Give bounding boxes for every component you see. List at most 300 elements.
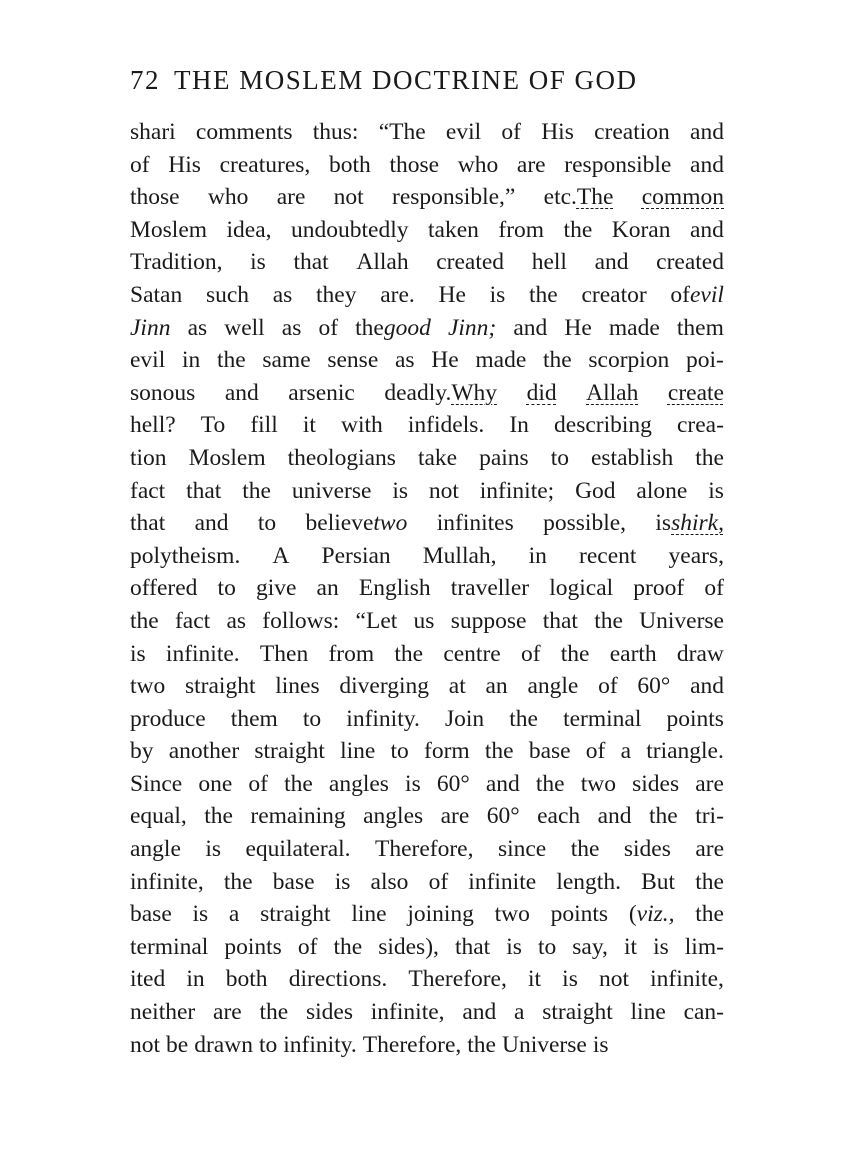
word <box>130 246 223 279</box>
word <box>359 572 431 605</box>
word <box>598 800 632 833</box>
text-run: and <box>194 510 229 537</box>
text-run: terminal <box>563 705 642 732</box>
word <box>356 605 398 638</box>
word <box>610 638 657 671</box>
text-run: is <box>653 933 669 960</box>
word <box>272 540 289 573</box>
text-run: the <box>695 901 724 928</box>
word <box>669 540 724 573</box>
word <box>551 898 608 931</box>
text-line <box>130 833 724 866</box>
word <box>260 898 331 931</box>
word <box>636 475 687 508</box>
text-run: as <box>394 347 415 374</box>
word <box>544 181 614 214</box>
text-run: recent <box>579 542 637 569</box>
running-title: THE MOSLEM DOCTRINE OF GOD <box>174 65 638 95</box>
word <box>189 442 266 475</box>
text-run: a <box>514 999 525 1026</box>
text-run: “Let <box>355 607 398 634</box>
text-run: at <box>448 673 466 700</box>
word <box>227 214 272 247</box>
text-run: the <box>484 738 514 765</box>
italic-text: good <box>383 314 431 341</box>
word <box>637 670 670 703</box>
text-run: form <box>424 738 470 765</box>
word <box>260 638 308 671</box>
word <box>439 279 466 312</box>
text-run: of <box>318 314 339 341</box>
word <box>166 638 240 671</box>
word <box>273 279 293 312</box>
word <box>205 833 221 866</box>
text-run: angles <box>363 803 424 830</box>
text-run: are <box>276 184 306 211</box>
word <box>708 475 724 508</box>
word <box>229 898 239 931</box>
text-run: the <box>570 836 600 863</box>
word <box>130 605 159 638</box>
word <box>193 898 209 931</box>
text-run: line <box>630 999 666 1026</box>
text-run: and <box>224 379 259 406</box>
text-run: poi- <box>686 347 724 374</box>
text-run: of <box>520 640 541 667</box>
word <box>633 572 684 605</box>
word <box>695 442 724 475</box>
word <box>690 149 724 182</box>
text-run: two <box>494 901 530 928</box>
word <box>384 377 497 410</box>
word <box>291 214 409 247</box>
text-run: is <box>392 477 408 504</box>
text-run: to <box>550 444 569 471</box>
word <box>186 475 221 508</box>
word <box>292 475 372 508</box>
word <box>445 703 484 736</box>
word <box>668 377 724 410</box>
word <box>282 312 302 345</box>
text-run: sides <box>632 770 680 797</box>
word <box>561 638 590 671</box>
word <box>254 735 325 768</box>
word <box>185 670 256 703</box>
word <box>322 540 391 573</box>
text-run: infinite, <box>130 868 204 895</box>
word <box>451 605 527 638</box>
word <box>458 149 498 182</box>
word <box>624 833 671 866</box>
text-run: such <box>205 281 250 308</box>
text-run: not <box>428 477 459 504</box>
word <box>242 475 271 508</box>
text-run: traveller <box>450 575 530 602</box>
word <box>130 312 170 345</box>
text-run: created <box>656 249 724 276</box>
word <box>248 768 268 801</box>
text-run: it <box>527 966 542 993</box>
text-run: the <box>259 999 289 1026</box>
text-run: and <box>689 216 724 243</box>
text-run: two <box>130 673 166 700</box>
word <box>704 572 724 605</box>
text-run: the <box>649 803 678 830</box>
word <box>339 670 429 703</box>
word <box>509 703 538 736</box>
word <box>446 116 481 149</box>
word <box>451 572 529 605</box>
word <box>649 800 678 833</box>
text-run: English <box>358 575 431 602</box>
text-run: is <box>489 281 506 308</box>
word <box>588 344 669 377</box>
word <box>380 279 415 312</box>
word <box>581 279 646 312</box>
text-run: of <box>297 933 318 960</box>
text-run: straight <box>254 738 325 765</box>
text-line <box>130 246 724 279</box>
text-run: and <box>485 770 520 797</box>
text-run: in <box>528 542 547 569</box>
text-run: crea- <box>677 412 724 439</box>
word <box>258 507 276 540</box>
word <box>408 963 507 996</box>
word <box>595 246 629 279</box>
word <box>130 703 206 736</box>
word <box>130 149 150 182</box>
text-run: made <box>608 314 660 341</box>
text-run: hell <box>531 249 567 276</box>
italic-text: two <box>373 510 408 537</box>
text-run: infidels. <box>407 412 485 439</box>
text-run: creatures, <box>219 151 311 178</box>
text-run: are <box>516 151 546 178</box>
word <box>423 540 497 573</box>
text-run: a <box>620 738 632 765</box>
italic-text: viz., <box>636 901 675 928</box>
text-run: theologians <box>287 444 396 471</box>
word <box>130 116 176 149</box>
text-run: are <box>695 770 724 797</box>
text-run: is <box>708 477 724 504</box>
word <box>130 214 207 247</box>
text-run: of <box>428 868 449 895</box>
word <box>621 735 631 768</box>
text-run: “The <box>378 119 426 145</box>
text-run: Therefore, <box>362 1031 462 1058</box>
text-run: they <box>316 281 357 308</box>
text-run: of <box>501 119 521 145</box>
word <box>288 442 396 475</box>
text-run: not <box>130 1031 161 1058</box>
word <box>224 312 264 345</box>
word <box>468 866 536 899</box>
text-run: a <box>228 901 240 928</box>
text-run: produce <box>130 705 206 732</box>
text-run: idea, <box>226 216 272 243</box>
text-run: terminal <box>130 933 209 960</box>
italic-text: Jinn; <box>447 314 497 341</box>
word <box>536 768 565 801</box>
text-run: of <box>598 673 618 700</box>
word <box>130 996 195 1029</box>
text-run: suppose <box>450 607 527 634</box>
text-run: offered <box>130 575 198 602</box>
word <box>334 181 364 214</box>
text-run: that <box>130 510 166 537</box>
text-run: as <box>272 281 293 308</box>
text-run: the <box>535 770 565 797</box>
text-run: infinite, <box>650 966 724 993</box>
word <box>653 931 669 964</box>
word <box>686 344 724 377</box>
text-run: His <box>168 151 201 178</box>
word <box>130 540 240 573</box>
text-run: that <box>186 477 222 504</box>
text-line <box>130 442 724 475</box>
text-run: sides <box>623 836 671 863</box>
word <box>335 866 351 899</box>
word <box>250 409 277 442</box>
text-run: Since <box>130 770 183 797</box>
word <box>262 344 310 377</box>
word <box>612 214 671 247</box>
word <box>541 116 574 149</box>
text-run: by <box>130 738 154 765</box>
word <box>448 312 496 345</box>
word <box>407 898 474 931</box>
word <box>563 703 641 736</box>
word <box>490 279 506 312</box>
text-run: infinite. <box>165 640 240 667</box>
text-run: fact <box>174 607 211 634</box>
word <box>306 996 353 1029</box>
word <box>250 800 345 833</box>
word <box>224 931 281 964</box>
word <box>437 507 514 540</box>
text-run: Then <box>259 640 309 667</box>
word <box>306 507 408 540</box>
text-run: give <box>255 575 297 602</box>
word <box>695 866 724 899</box>
text-run: is <box>192 901 209 928</box>
text-run: the <box>204 803 233 830</box>
text-run: pains <box>479 444 529 471</box>
text-run: remaining <box>250 803 346 830</box>
text-run: infinite; <box>479 477 555 504</box>
word <box>218 572 236 605</box>
word <box>487 800 520 833</box>
word <box>260 996 289 1029</box>
text-run: infinite, <box>370 999 445 1026</box>
word <box>341 409 383 442</box>
text-run: as <box>187 314 208 341</box>
word <box>575 475 615 508</box>
word <box>130 1029 160 1062</box>
word <box>130 475 165 508</box>
word <box>593 1029 609 1062</box>
text-run: diverging <box>339 673 430 700</box>
word <box>532 246 567 279</box>
word <box>624 931 637 964</box>
text-run: shari <box>130 119 176 145</box>
word <box>392 181 515 214</box>
word <box>130 409 176 442</box>
word <box>130 866 204 899</box>
text-run: In <box>509 412 529 439</box>
text-run: same <box>262 347 311 374</box>
text-run: follows: <box>262 607 340 634</box>
text-run: are <box>213 999 242 1026</box>
text-run: His <box>541 119 574 145</box>
word <box>543 344 572 377</box>
word <box>594 116 670 149</box>
word <box>554 409 652 442</box>
word <box>392 475 408 508</box>
word <box>288 377 355 410</box>
word <box>231 703 278 736</box>
italic-text: Jinn <box>130 314 171 341</box>
word <box>431 344 458 377</box>
text-run: triangle. <box>646 738 724 765</box>
word <box>378 931 439 964</box>
text-line <box>130 572 724 605</box>
text-run: line <box>351 901 387 928</box>
text-run: not <box>333 184 364 211</box>
word <box>130 898 172 931</box>
word <box>130 181 180 214</box>
text-run: in <box>181 347 201 374</box>
text-run: establish <box>590 444 674 471</box>
text-run: fill <box>250 412 278 439</box>
word <box>695 768 724 801</box>
word <box>551 442 569 475</box>
word <box>277 181 306 214</box>
text-run: an <box>485 673 508 700</box>
word <box>328 638 374 671</box>
text-run: that <box>454 933 491 960</box>
text-run: can- <box>683 999 724 1026</box>
word <box>284 768 313 801</box>
text-run: is <box>506 933 522 960</box>
text-run: and <box>462 999 497 1026</box>
word <box>609 312 660 345</box>
word <box>629 898 675 931</box>
text-run: angle <box>527 673 579 700</box>
word <box>329 149 371 182</box>
word <box>513 312 547 345</box>
word <box>333 931 362 964</box>
text-line <box>130 475 724 508</box>
text-run: Tradition, <box>130 249 223 276</box>
word <box>201 409 225 442</box>
word <box>130 377 195 410</box>
word <box>316 279 356 312</box>
text-run: responsible,” <box>392 184 516 211</box>
text-run: points <box>666 705 724 732</box>
word <box>429 475 459 508</box>
text-line <box>130 996 724 1029</box>
text-run: the <box>216 347 246 374</box>
word <box>695 800 724 833</box>
word <box>303 409 316 442</box>
text-line <box>130 149 724 182</box>
text-run: centre <box>443 640 501 667</box>
text-line <box>130 181 724 214</box>
text-run: angles <box>328 770 389 797</box>
text-line <box>130 768 724 801</box>
text-run: earth <box>609 640 657 667</box>
text-run: length. <box>556 868 621 895</box>
text-run: the <box>560 640 590 667</box>
word <box>188 312 208 345</box>
text-line <box>130 931 724 964</box>
text-run: of <box>130 151 150 178</box>
text-run: the <box>529 281 558 308</box>
book-page <box>130 62 724 1061</box>
text-run: the <box>394 640 424 667</box>
text-run: and <box>690 119 724 145</box>
text-run: universe <box>291 477 372 504</box>
word <box>690 116 724 149</box>
word <box>502 1029 587 1062</box>
text-run: He <box>564 314 592 341</box>
text-run: 60° <box>637 673 671 700</box>
word <box>646 735 724 768</box>
text-run: to <box>217 575 236 602</box>
text-run: lim- <box>684 933 724 960</box>
text-run: sides), <box>378 933 439 960</box>
text-line <box>130 963 724 996</box>
text-run: who <box>457 151 499 178</box>
text-line <box>130 507 724 540</box>
text-run: drawn <box>194 1031 253 1058</box>
text-run: evil <box>130 347 166 374</box>
word <box>655 507 724 540</box>
text-line <box>130 312 724 345</box>
word <box>195 507 229 540</box>
text-run: of <box>670 281 690 308</box>
text-run: is <box>250 249 266 276</box>
word <box>204 800 233 833</box>
text-run: infinity. <box>283 1031 357 1058</box>
word <box>537 800 580 833</box>
word <box>130 572 197 605</box>
word <box>395 344 415 377</box>
word <box>509 409 529 442</box>
text-run: Moslem <box>188 444 266 471</box>
word <box>220 149 311 182</box>
word <box>186 963 204 996</box>
word <box>356 246 408 279</box>
text-run: ited <box>130 966 166 993</box>
text-run: and <box>690 673 724 700</box>
word <box>599 963 629 996</box>
word <box>486 768 520 801</box>
text-run: to <box>257 510 277 537</box>
italic-text: evil <box>690 281 724 308</box>
text-run: from <box>498 216 545 243</box>
text-run: say, <box>572 933 608 960</box>
word <box>327 344 378 377</box>
word <box>169 735 239 768</box>
text-run: directions. <box>288 966 388 993</box>
word <box>670 279 724 312</box>
text-run: the <box>284 770 313 797</box>
text-run: Universe <box>639 607 724 634</box>
word <box>455 931 490 964</box>
